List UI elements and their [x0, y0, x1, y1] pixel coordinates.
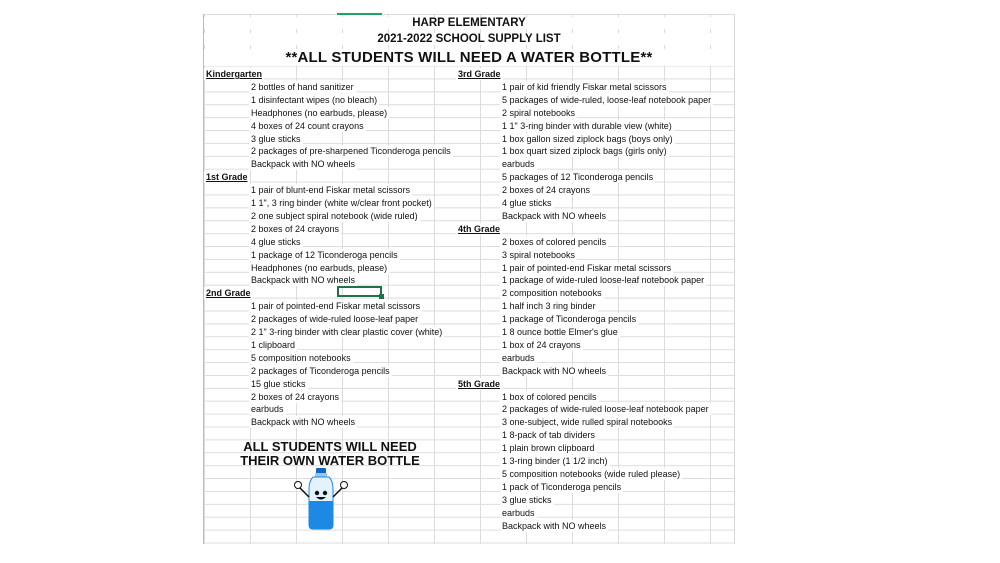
supply-item: 1 8 ounce bottle Elmer's glue — [502, 327, 618, 337]
supply-item: 3 one-subject, wide rulled spiral notebooks — [502, 417, 673, 428]
supply-item: earbuds — [251, 404, 284, 415]
grade-heading: 5th Grade — [458, 378, 501, 389]
supply-item: 3 glue sticks — [251, 133, 301, 144]
supply-item: 1 clipboard — [251, 339, 296, 350]
fill-handle[interactable] — [379, 294, 384, 299]
supply-item: Backpack with NO wheels — [251, 275, 356, 286]
supply-item: 1 3-ring binder (1 1/2 inch) — [502, 456, 608, 466]
school-title: HARP ELEMENTARY — [204, 17, 734, 29]
supply-item: 2 one subject spiral notebook (wide ruled) — [251, 210, 418, 221]
supply-item: 1 1" 3-ring binder with durable view (white) — [502, 120, 672, 131]
supply-item: 1 disinfectant wipes (no bleach) — [251, 94, 378, 105]
supply-item: Backpack with NO wheels — [502, 365, 607, 376]
banner-line-2: THEIR OWN WATER BOTTLE — [240, 453, 420, 468]
water-bottle-note: **ALL STUDENTS WILL NEED A WATER BOTTLE** — [204, 49, 734, 66]
supply-item: Headphones (no earbuds, please) — [251, 262, 388, 273]
supply-item: 2 packages of wide-ruled loose-leaf notebook paper — [502, 404, 709, 415]
supply-item: 15 glue sticks — [251, 378, 306, 389]
supply-item: 1 half inch 3 ring binder — [502, 301, 596, 312]
grade-heading: Kindergarten — [206, 69, 263, 79]
supply-item: 1 package of Ticonderoga pencils — [502, 314, 637, 325]
supply-item: 1 pair of blunt-end Fiskar metal scissors — [251, 185, 411, 196]
supply-item: 2 1" 3-ring binder with clear plastic cover (white) — [251, 327, 443, 337]
supply-item: 1 box of 24 crayons — [502, 339, 581, 350]
supply-item: Backpack with NO wheels — [502, 210, 607, 221]
supply-item: 5 packages of wide-ruled, loose-leaf notebook paper — [502, 94, 712, 105]
supply-item: 4 glue sticks — [251, 236, 301, 247]
supply-item: Headphones (no earbuds, please) — [251, 107, 388, 118]
supply-item: 3 glue sticks — [502, 494, 552, 505]
supply-item: 2 bottles of hand sanitizer — [251, 81, 354, 92]
supply-item: 2 packages of Ticonderoga pencils — [251, 365, 390, 376]
list-title: 2021-2022 SCHOOL SUPPLY LIST — [204, 33, 734, 45]
supply-item: 1 8-pack of tab dividers — [502, 430, 596, 441]
supply-item: earbuds — [502, 159, 535, 170]
supply-item: 2 boxes of 24 crayons — [251, 391, 340, 402]
water-bottle-mascot-icon — [291, 467, 351, 531]
supply-item: Backpack with NO wheels — [251, 417, 356, 428]
supply-item: 1 pair of pointed-end Fiskar metal scissors — [502, 262, 672, 273]
supply-item: 1 box quart sized ziplock bags (girls only) — [502, 146, 667, 157]
grade-heading: 1st Grade — [206, 172, 248, 183]
supply-item: 4 glue sticks — [502, 198, 552, 208]
supply-item: 5 composition notebooks (wide ruled please) — [502, 468, 681, 479]
supply-item: 1 pack of Ticonderoga pencils — [502, 481, 622, 492]
water-bottle-banner — [232, 440, 428, 468]
supply-item: Backpack with NO wheels — [502, 520, 607, 531]
grade-heading: 4th Grade — [458, 223, 501, 234]
supply-item: 1 package of 12 Ticonderoga pencils — [251, 249, 398, 260]
supply-item: 2 boxes of 24 crayons — [251, 223, 340, 234]
supply-item: 1 pair of pointed-end Fiskar metal scissors — [251, 301, 421, 312]
supply-item: earbuds — [502, 507, 535, 518]
supply-item: 2 composition notebooks — [502, 288, 602, 299]
supply-item: 4 boxes of 24 count crayons — [251, 120, 364, 131]
supply-item: 1 plain brown clipboard — [502, 443, 595, 454]
supply-item: 5 composition notebooks — [251, 352, 351, 363]
supply-item: Backpack with NO wheels — [251, 159, 356, 170]
supply-item: 1 box of colored pencils — [502, 391, 597, 402]
selected-cell[interactable] — [337, 286, 382, 297]
supply-item: 1 1", 3 ring binder (white w/clear front pocket) — [251, 198, 432, 208]
grade-heading: 3rd Grade — [458, 69, 501, 79]
supply-item: 2 spiral notebooks — [502, 107, 576, 118]
supply-item: 2 packages of wide-ruled loose-leaf paper — [251, 314, 419, 325]
supply-item: 1 package of wide-ruled loose-leaf notebook paper — [502, 275, 705, 286]
grade-heading: 2nd Grade — [206, 288, 251, 299]
supply-item: 2 boxes of colored pencils — [502, 236, 607, 247]
supply-item: 1 pair of kid friendly Fiskar metal scissors — [502, 81, 667, 92]
supply-item: 3 spiral notebooks — [502, 249, 576, 260]
banner-line-1: ALL STUDENTS WILL NEED — [243, 439, 417, 454]
active-column-indicator — [337, 13, 382, 15]
supply-item: 2 packages of pre-sharpened Ticonderoga pencils — [251, 146, 451, 157]
supply-item: 5 packages of 12 Ticonderoga pencils — [502, 172, 654, 183]
supply-item: earbuds — [502, 352, 535, 363]
supply-item: 1 box gallon sized ziplock bags (boys only) — [502, 133, 673, 144]
supply-item: 2 boxes of 24 crayons — [502, 185, 591, 196]
